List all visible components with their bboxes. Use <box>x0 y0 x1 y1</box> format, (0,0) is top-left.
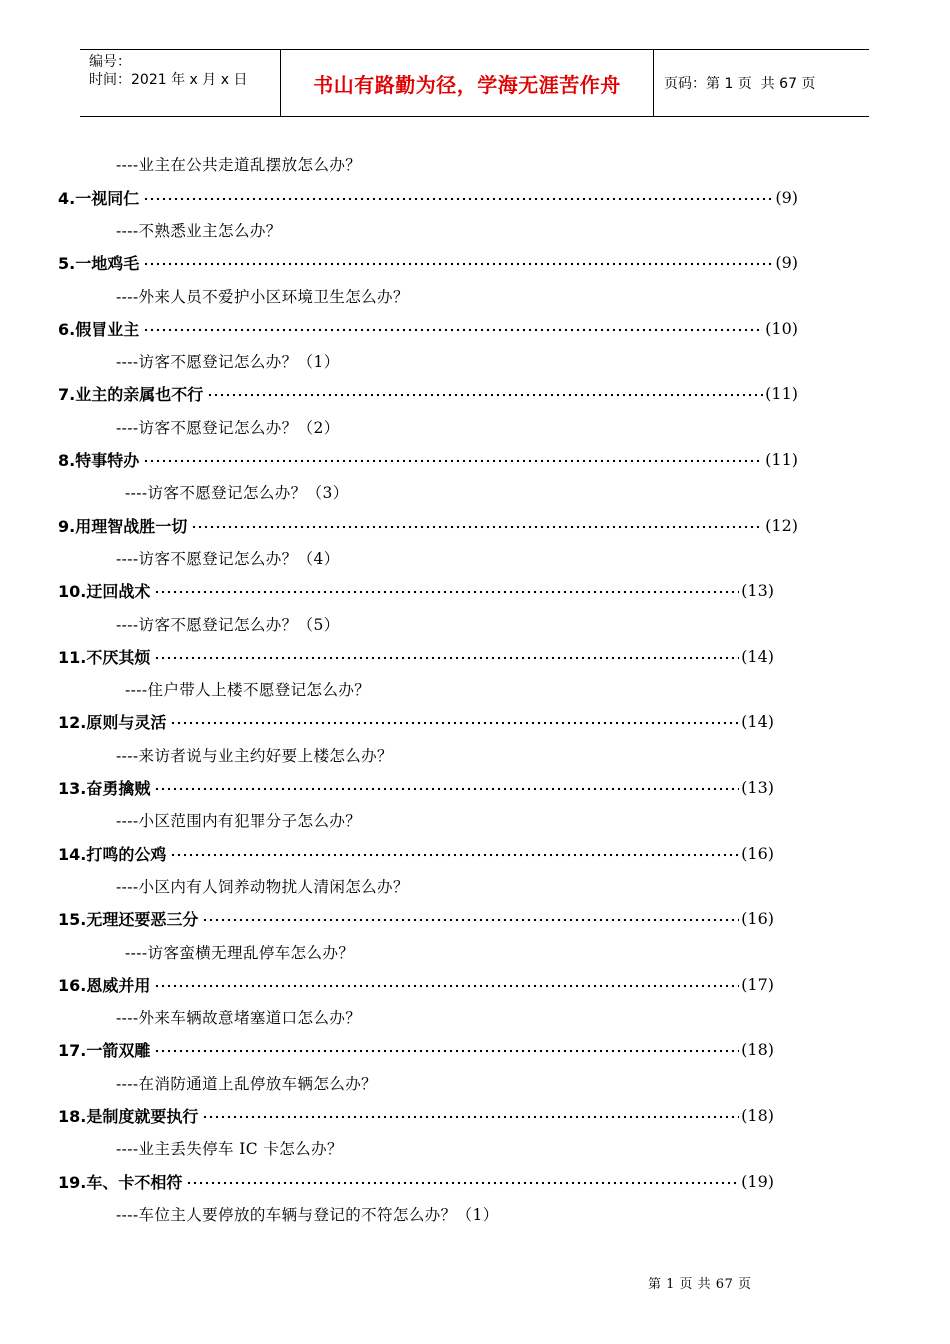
toc-entry-page: (11) <box>765 384 798 404</box>
toc-entry <box>58 246 798 279</box>
toc-entry <box>58 837 774 870</box>
toc-entry <box>58 771 774 804</box>
toc-entry-page: (12) <box>765 515 798 535</box>
toc-entry-title: 17.一箭双雕 <box>58 1041 151 1061</box>
toc-entry-page: (14) <box>741 712 774 732</box>
toc-entry-title: 13.奋勇擒贼 <box>58 779 151 799</box>
toc-subtitle: ----来访者说与业主约好要上楼怎么办？ <box>116 746 393 765</box>
header-meta <box>80 50 281 116</box>
toc-entry-title: 18.是制度就要执行 <box>58 1107 199 1126</box>
toc-leader-dots <box>143 197 773 201</box>
toc-leader-dots <box>154 1049 739 1053</box>
toc-entry-title: 10.迂回战术 <box>58 582 151 602</box>
toc-leader-dots <box>143 328 763 332</box>
toc-subtitle: ----访客不愿登记怎么办？（2） <box>116 418 340 437</box>
toc-entry-page: (18) <box>741 1106 774 1125</box>
toc-subtitle: ----小区范围内有犯罪分子怎么办？ <box>116 812 362 831</box>
toc-leader-dots <box>202 918 739 922</box>
toc-leader-dots <box>170 721 739 725</box>
toc-entry <box>58 378 798 411</box>
toc-subtitle: ----业主丢失停车 IC 卡怎么办？ <box>116 1140 343 1159</box>
toc-entry-title: 14.打鸣的公鸡 <box>58 844 167 864</box>
toc-entry-page: (19) <box>741 1171 774 1191</box>
toc-entry-page: (14) <box>741 646 774 666</box>
toc-leader-dots <box>154 656 739 660</box>
toc-entry <box>58 968 774 1001</box>
table-of-contents <box>58 148 798 1230</box>
code-label: 编号： <box>89 54 131 70</box>
toc-leader-dots <box>154 590 739 594</box>
page-header <box>80 49 869 117</box>
toc-entry-page: (11) <box>765 450 798 470</box>
toc-entry <box>58 1099 774 1132</box>
toc-subtitle: ----不熟悉业主怎么办？ <box>116 221 282 240</box>
toc-subtitle: ----访客不愿登记怎么办？（5） <box>116 615 340 634</box>
toc-entry-title: 12.原则与灵活 <box>58 713 167 733</box>
toc-entry-page: (13) <box>741 581 774 601</box>
toc-entry-title: 4.一视同仁 <box>58 188 140 208</box>
toc-leader-dots <box>143 262 773 266</box>
header-motto: 书山有路勤为径，学海无涯苦作舟 <box>281 50 654 116</box>
toc-entry-title: 11.不厌其烦 <box>58 647 151 667</box>
toc-entry-title: 9.用理智战胜一切 <box>58 516 188 536</box>
toc-entry <box>58 443 798 476</box>
toc-leader-dots <box>191 525 763 529</box>
toc-entry-title: 19.车、卡不相符 <box>58 1172 183 1192</box>
toc-entry <box>58 902 774 935</box>
toc-entry-page: (10) <box>765 318 798 338</box>
toc-entry-title: 8.特事特办 <box>58 451 140 471</box>
toc-entry <box>58 706 774 739</box>
toc-entry-page: (9) <box>775 187 798 207</box>
toc-subtitle: ----车位主人要停放的车辆与登记的不符怎么办？（1） <box>116 1205 499 1224</box>
toc-entry-page: (9) <box>775 253 798 273</box>
toc-leader-dots <box>186 1181 739 1185</box>
toc-leader-dots <box>143 459 763 463</box>
toc-entry <box>58 312 798 345</box>
toc-subtitle: ----住户带人上楼不愿登记怎么办？ <box>125 681 371 700</box>
toc-leader-dots <box>207 393 763 397</box>
toc-entry-title: 7.业主的亲属也不行 <box>58 385 204 405</box>
toc-subtitle: ----外来人员不爱护小区环境卫生怎么办？ <box>116 287 409 306</box>
toc-entry-title: 16.恩威并用 <box>58 975 151 995</box>
toc-entry <box>58 574 774 607</box>
toc-leader-dots <box>154 787 739 791</box>
toc-entry <box>58 1034 774 1067</box>
toc-entry <box>58 1165 774 1198</box>
toc-entry-title: 6.假冒业主 <box>58 319 140 339</box>
toc-subtitle: ----小区内有人饲养动物扰人清闲怎么办？ <box>116 877 409 896</box>
toc-leader-dots <box>170 853 739 857</box>
toc-entry-page: (16) <box>741 909 774 929</box>
date-label: 时间：2021 年 x 月 x 日 <box>89 72 248 88</box>
toc-subtitle: ----访客不愿登记怎么办？（4） <box>116 549 340 568</box>
toc-subtitle: ----访客不愿登记怎么办？（3） <box>125 484 349 503</box>
toc-leader-dots <box>202 1115 739 1119</box>
toc-entry <box>58 640 774 673</box>
toc-entry-title: 15.无理还要恶三分 <box>58 910 199 930</box>
toc-subtitle: ----访客蛮横无理乱停车怎么办？ <box>125 943 355 962</box>
toc-entry-title: 5.一地鸡毛 <box>58 254 140 274</box>
toc-entry-page: (17) <box>741 974 774 994</box>
toc-subtitle: ----在消防通道上乱停放车辆怎么办？ <box>116 1074 378 1093</box>
toc-entry <box>58 509 798 542</box>
toc-subtitle: ----访客不愿登记怎么办？（1） <box>116 353 340 372</box>
toc-leader-dots <box>154 984 739 988</box>
toc-entry-page: (16) <box>741 843 774 863</box>
toc-subtitle: ----业主在公共走道乱摆放怎么办？ <box>116 156 362 175</box>
header-page-info <box>654 50 869 116</box>
toc-entry-page: (18) <box>741 1040 774 1060</box>
toc-entry-page: (13) <box>741 778 774 798</box>
page-footer: 第 1 页 共 67 页 <box>648 1277 752 1292</box>
page-info-text: 页码：第 1 页 共 67 页 <box>664 76 816 92</box>
toc-entry <box>58 181 798 214</box>
toc-subtitle: ----外来车辆故意堵塞道口怎么办？ <box>116 1009 362 1028</box>
